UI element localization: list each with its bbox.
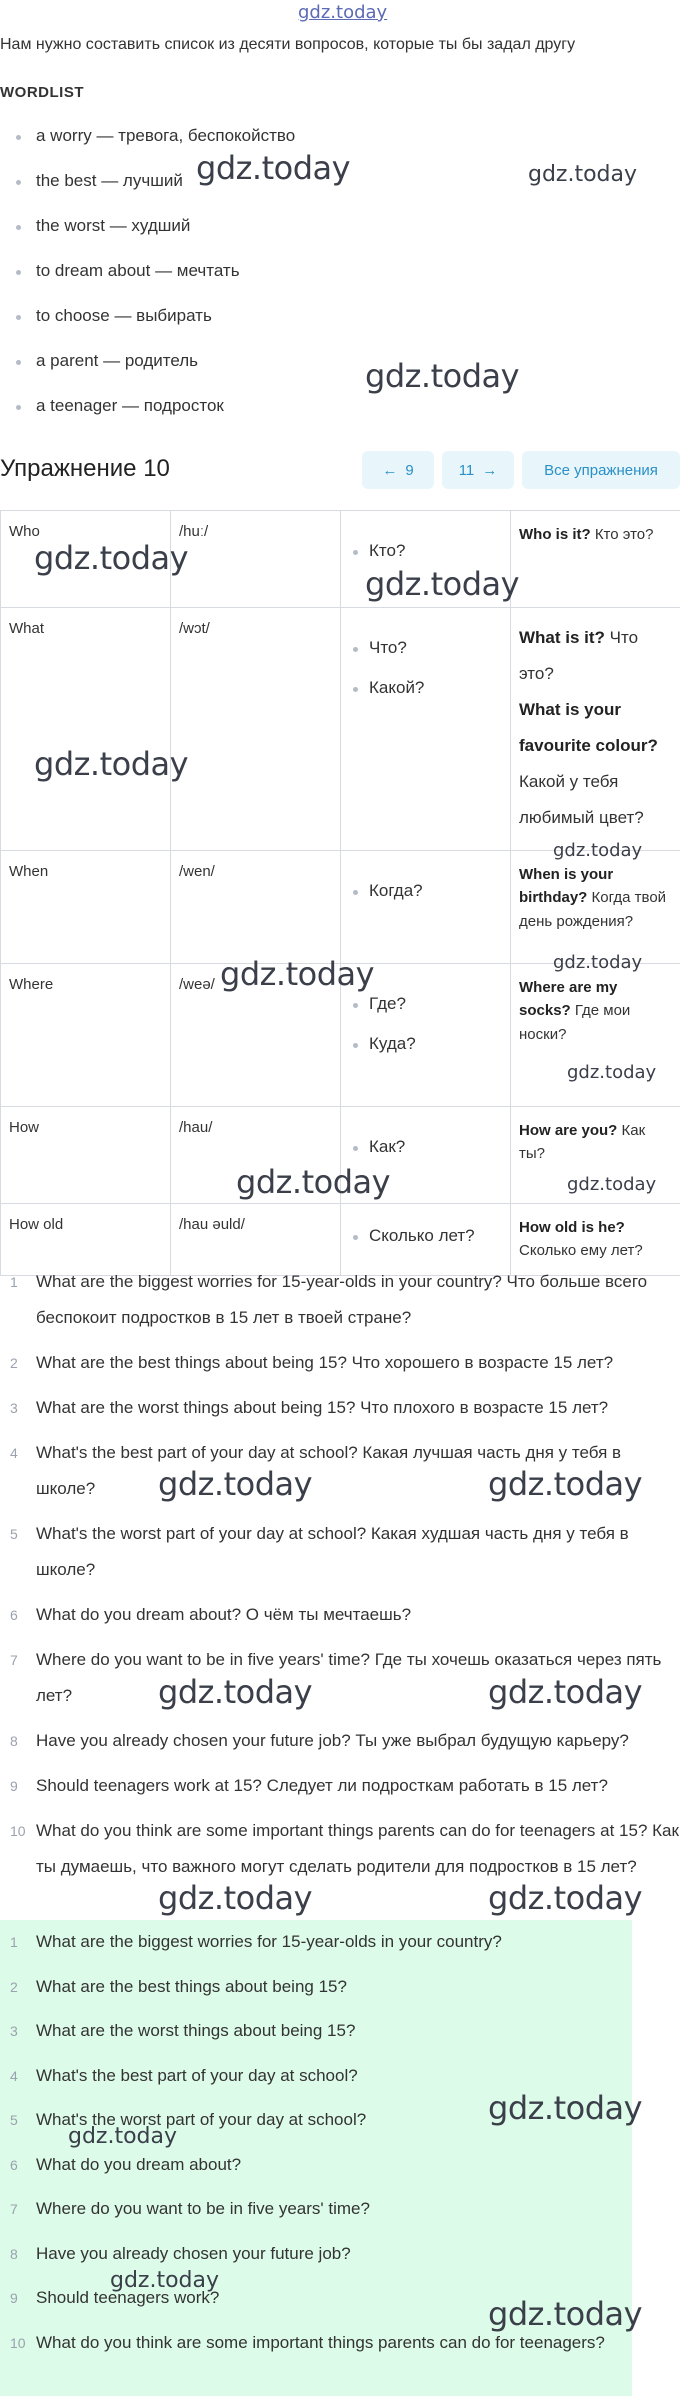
watermark: gdz.today <box>488 2295 643 2333</box>
watermark: gdz.today <box>158 1465 313 1503</box>
wordlist-item: a parent — родитель <box>14 351 295 396</box>
all-exercises-label: Все упражнения <box>544 461 658 479</box>
table-cell: /huː/ <box>171 511 341 608</box>
watermark: gdz.today <box>528 162 638 187</box>
table-cell <box>341 851 511 964</box>
wordlist-item: the worst — худший <box>14 216 295 261</box>
prev-exercise-label: 9 <box>405 461 414 479</box>
example-en: How old is he? <box>519 1219 625 1236</box>
table-cell <box>511 851 680 964</box>
list-item: Сколько лет? <box>349 1226 502 1246</box>
example-en: What is your favourite colour? <box>519 700 658 755</box>
watermark: gdz.today <box>488 1465 643 1503</box>
watermark: gdz.today <box>567 1174 657 1195</box>
list-item: 7 Where do you want to be in five years' time? Где ты хочешь оказаться через пять лет? <box>10 1650 662 1705</box>
watermark: gdz.today <box>488 1673 643 1711</box>
list-item: Как? <box>349 1137 502 1157</box>
list-item: 3 What are the worst things about being 15? <box>10 2021 356 2040</box>
example-en: How are you? <box>519 1122 618 1139</box>
table-cell: /weə/ <box>171 964 341 1107</box>
watermark: gdz.today <box>158 1879 313 1917</box>
watermark: gdz.today <box>158 1673 313 1711</box>
example-ru: Кто это? <box>590 526 654 543</box>
arrow-right-icon: → <box>482 461 498 479</box>
list-item: 2 What are the best things about being 15? Что хорошего в возрасте 15 лет? <box>10 1353 614 1372</box>
list-item: 8 Have you already chosen your future job? Ты уже выбрал будущую карьеру? <box>10 1731 629 1750</box>
table-cell: /hau əuld/ <box>171 1204 341 1276</box>
list-item: 5 What's the worst part of your day at school? Какая худшая часть дня у тебя в школе? <box>10 1524 629 1579</box>
wordlist-title: WORDLIST <box>0 84 84 101</box>
table-cell: /wen/ <box>171 851 341 964</box>
table-cell <box>511 511 680 608</box>
wordlist-item: a worry — тревога, беспокойство <box>14 126 295 171</box>
example-en: Who is it? <box>519 526 591 543</box>
list-item: Куда? <box>349 1034 502 1054</box>
watermark: gdz.today <box>68 2124 178 2149</box>
wordlist-item: to dream about — мечтать <box>14 261 295 306</box>
example-ru: Какой у тебя любимый цвет? <box>519 772 644 827</box>
list-item: 5 What's the worst part of your day at school? <box>10 2110 367 2129</box>
list-item: 1 What are the biggest worries for 15-year-olds in your country? Что больше всего беспокоит подростков в 15 лет в твоей стране? <box>10 1272 648 1327</box>
table-cell <box>511 964 680 1107</box>
table-cell: What <box>1 608 171 851</box>
prev-exercise-button[interactable] <box>362 451 434 489</box>
arrow-left-icon: ← <box>382 461 398 479</box>
wordlist-item: the best — лучший <box>14 171 295 216</box>
example-ru: Что это? <box>519 628 639 683</box>
table-cell: /wɔt/ <box>171 608 341 851</box>
watermark: gdz.today <box>110 2268 220 2293</box>
watermark: gdz.today <box>365 565 520 603</box>
example-ru: Сколько ему лет? <box>519 1242 643 1260</box>
list-item: 7 Where do you want to be in five years' time? <box>10 2199 370 2218</box>
watermark: gdz.today <box>553 840 643 861</box>
list-item: Когда? <box>349 881 502 901</box>
table-cell: How old <box>1 1204 171 1276</box>
wordlist-item: a teenager — подросток <box>14 396 295 441</box>
watermark: gdz.today <box>220 955 375 993</box>
list-item: 3 What are the worst things about being 15? Что плохого в возрасте 15 лет? <box>10 1398 609 1417</box>
list-item: Кто? <box>349 541 502 561</box>
example-ru: Где мои носки? <box>519 1002 631 1043</box>
list-item: 8 Have you already chosen your future job? <box>10 2243 351 2263</box>
table-cell: How <box>1 1107 171 1204</box>
next-exercise-label: 11 <box>458 461 475 479</box>
list-item: 4 What's the best part of your day at school? <box>10 2065 358 2085</box>
watermark: gdz.today <box>298 2 388 23</box>
watermark: gdz.today <box>236 1163 391 1201</box>
example-ru: Как ты? <box>519 1122 646 1163</box>
watermark: gdz.today <box>365 357 520 395</box>
exercise-title: Упражнение 10 <box>0 455 170 482</box>
intro-text: Нам нужно составить список из десяти вопросов, которые ты бы задал другу <box>0 36 576 53</box>
table-cell <box>341 608 511 851</box>
all-exercises-button[interactable] <box>522 451 680 489</box>
table-cell: Who <box>1 511 171 608</box>
list-item: 9 Should teenagers work? <box>10 2288 220 2307</box>
list-item: 9 Should teenagers work at 15? Следует ли подросткам работать в 15 лет? <box>10 1776 608 1795</box>
table-cell: When <box>1 851 171 964</box>
wordlist-item: to choose — выбирать <box>14 306 295 351</box>
list-item: 6 What do you dream about? О чём ты мечтаешь? <box>10 1605 412 1624</box>
list-item: 10 What do you think are some important things parents can do for teenagers at 15? Как ты думаешь, что важного могут сделать родители для подростков в 15 лет? <box>10 1821 679 1876</box>
questions-ru-list <box>0 1264 680 1885</box>
list-item: 2 What are the best things about being 15? <box>10 1976 347 1996</box>
watermark: gdz.today <box>488 1879 643 1917</box>
list-item: Какой? <box>349 678 502 698</box>
list-item: Что? <box>349 638 502 658</box>
next-exercise-button[interactable] <box>442 451 514 489</box>
table-row <box>1 608 680 851</box>
watermark: gdz.today <box>567 1062 657 1083</box>
example-en: When is your birthday? <box>519 866 614 907</box>
example-en: Where are my socks? <box>519 979 618 1020</box>
list-item: 1 What are the biggest worries for 15-year-olds in your country? <box>10 1932 502 1951</box>
table-row <box>1 851 680 964</box>
watermark: gdz.today <box>196 149 351 187</box>
watermark: gdz.today <box>34 745 189 783</box>
table-cell <box>511 608 680 851</box>
watermark: gdz.today <box>34 539 189 577</box>
vocab-table <box>0 510 680 1276</box>
table-cell: /hau/ <box>171 1107 341 1204</box>
watermark: gdz.today <box>488 2089 643 2127</box>
watermark: gdz.today <box>553 952 643 973</box>
list-item: 10 What do you think are some important things parents can do for teenagers? <box>10 2332 605 2352</box>
table-cell: Where <box>1 964 171 1107</box>
list-item: 4 What's the best part of your day at school? Какая лучшая часть дня у тебя в школе? <box>10 1443 622 1498</box>
list-item: 6 What do you dream about? <box>10 2154 242 2174</box>
list-item: Где? <box>349 994 502 1014</box>
example-en: What is it? <box>519 628 605 647</box>
example-ru: Когда твой день рождения? <box>519 889 667 930</box>
